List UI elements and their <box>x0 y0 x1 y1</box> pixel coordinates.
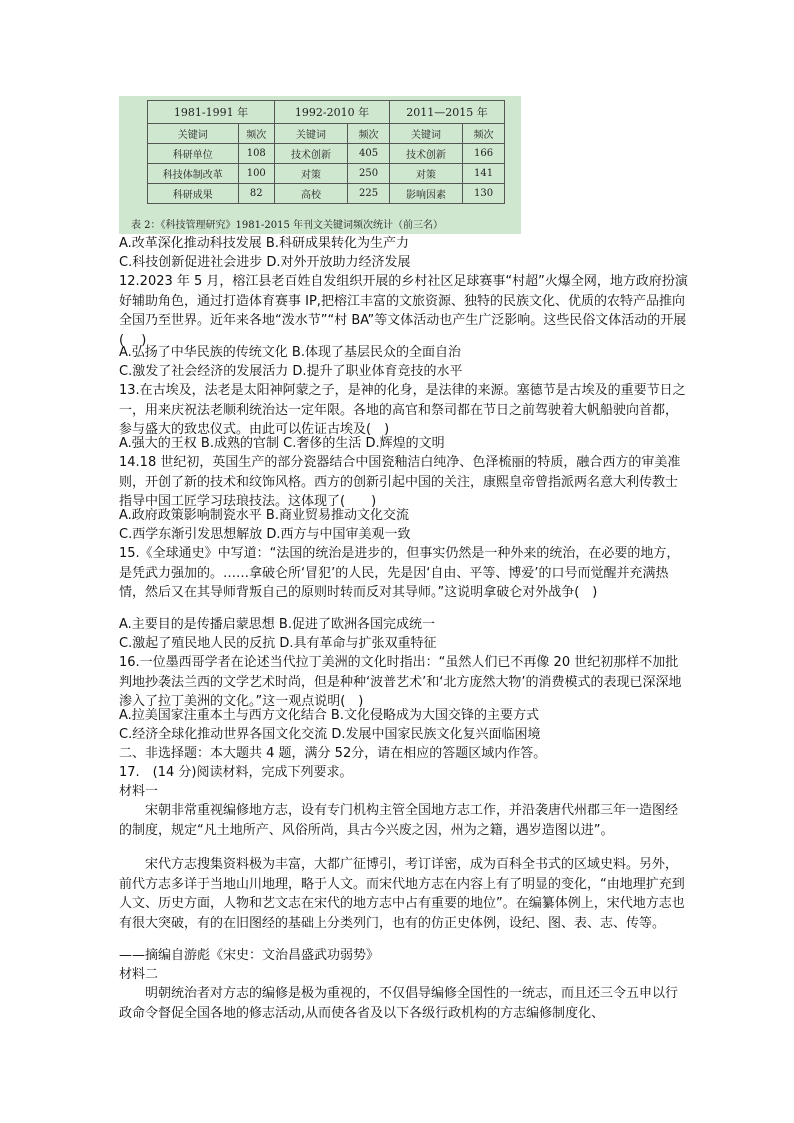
table-cell: 对策 <box>390 164 463 184</box>
q14-options-ab: A.政府政策影响制瓷水平 B.商业贸易推动文化交流 <box>119 508 409 523</box>
keyword-frequency-table-figure <box>119 96 521 234</box>
q11-options-cd: C.科技创新促进社会进步 D.对外开放助力经济发展 <box>119 255 411 270</box>
material-1-paragraph-1: 宋朝非常重视编修地方志，设有专门机构主管全国地方志工作，并沿袭唐代州郡三年一造图经的制度，规定“凡土地所产、风俗所尚，具古今兴废之因，州为之籍，遇岁造图以进”。 <box>119 803 679 838</box>
material-1-title: 材料一 <box>119 784 159 799</box>
q16-options-cd: C.经济全球化推动世界各国文化交流 D.发展中国家民族文化复兴面临困境 <box>119 727 541 742</box>
q13-stem: 13.在古埃及，法老是太阳神阿蒙之子，是神的化身，是法律的来源。塞德节是古埃及的重要节日之一，用来庆祝法老顺利统治达一定年限。各地的高官和祭司都在节日之前驾驶着大帆船驶向首都，参与盛大的致忠仪式。由此可以佐证古埃及( ) <box>119 383 686 437</box>
period-3-header: 2011—2015 年 <box>390 101 505 124</box>
table-header-columns <box>148 124 505 144</box>
table-row <box>148 164 505 184</box>
q17-prompt: 17. (14 分)阅读材料，完成下列要求。 <box>119 765 353 780</box>
table-cell: 科技体制改革 <box>148 164 239 184</box>
material-1-source: ——摘编自游彪《宋史：文治昌盛武功弱势》 <box>119 948 380 963</box>
q15-stem: 15.《全球通史》中写道：“法国的统治是进步的，但事实仍然是一种外来的统治，在必要的地方，是凭武力强加的。……拿破仑所‘冒犯’的人民，先是因‘自由、平等、博爱’的口号而觉醒并充满热情，然后又在其导师背叛自己的原则时转而反对其导师。”这说明拿破仑对外战争( ) <box>119 546 680 600</box>
column-header-keyword: 关键词 <box>390 124 463 144</box>
q16-options-ab: A.拉美国家注重本土与西方文化结合 B.文化侵略成为大国交锋的主要方式 <box>119 708 539 723</box>
table-cell: 130 <box>463 184 505 204</box>
table-cell: 对策 <box>275 164 348 184</box>
period-1-header: 1981-1991 年 <box>148 101 275 124</box>
table-cell: 科研单位 <box>148 144 239 164</box>
column-header-frequency: 频次 <box>463 124 505 144</box>
column-header-keyword: 关键词 <box>148 124 239 144</box>
period-2-header: 1992-2010 年 <box>275 101 390 124</box>
table-cell: 225 <box>348 184 390 204</box>
table-caption: 表 2：《科技管理研究》1981-2015 年刊文关键词频次统计（前三名） <box>131 220 443 231</box>
q11-options-ab: A.改革深化推动科技发展 B.科研成果转化为生产力 <box>119 236 409 251</box>
q12-options-cd: C.激发了社会经济的发展活力 D.提升了职业体育竞技的水平 <box>119 364 463 379</box>
keyword-frequency-table <box>147 100 505 204</box>
table-cell: 技术创新 <box>390 144 463 164</box>
material-1-paragraph-2: 宋代方志搜集资料极为丰富，大都广征博引，考订详密，成为百科全书式的区域史料。另外，前代方志多详于当地山川地理，略于人文。而宋代地方志在内容上有了明显的变化，“由地理扩充到人文、历史方面，人物和艺文志在宋代的地方志中占有重要的地位”。在编纂体例上，宋代地方志也有很大突破，有的在旧图经的基础上分类列门，也有的仿正史体例，设纪、图、表、志、传等。 <box>119 857 685 931</box>
q14-options-cd: C.西学东渐引发思想解放 D.西方与中国审美观一致 <box>119 527 411 542</box>
table-cell: 技术创新 <box>275 144 348 164</box>
q15-options-ab: A.主要目的是传播启蒙思想 B.促进了欧洲各国完成统一 <box>119 617 435 632</box>
table-cell: 166 <box>463 144 505 164</box>
table-cell: 100 <box>238 164 274 184</box>
q15-options-cd: C.激起了殖民地人民的反抗 D.具有革命与扩张双重特征 <box>119 636 437 651</box>
q12-options-ab: A.弘扬了中华民族的传统文化 B.体现了基层民众的全面自治 <box>119 345 461 360</box>
column-header-frequency: 频次 <box>238 124 274 144</box>
table-cell: 影响因素 <box>390 184 463 204</box>
q12-stem: 12.2023 年 5 月，榕江县老百姓自发组织开展的乡村社区足球赛事“村超”火爆全网，地方政府扮演好辅助角色，通过打造体育赛事 IP,把榕江丰富的文旅资源、独特的民族文化、优质的农特产品推向全国乃至世界。近年来各地“泼水节”“村 BA”等文体活动也产生广泛影响。这些民俗文体活动的开展( ) <box>119 274 688 348</box>
column-header-keyword: 关键词 <box>275 124 348 144</box>
table-header-periods <box>148 101 505 124</box>
q14-stem: 14.18 世纪初，英国生产的部分瓷器结合中国瓷釉洁白纯净、色泽梳丽的特质，融合西方的审美准则，开创了新的技术和纹饰风格。西方的创新引起中国的关注，康熙皇帝曾指派两名意大利传教士指导中国工匠学习珐琅技法。这体现了( ) <box>119 455 681 509</box>
table-row <box>148 144 505 164</box>
table-cell: 141 <box>463 164 505 184</box>
section-2-heading: 二、非选择题：本大题共 4 题，满分 52分，请在相应的答题区域内作答。 <box>119 746 547 761</box>
q13-options: A.强大的王权 B.成熟的官制 C.奢侈的生活 D.辉煌的文明 <box>119 436 445 451</box>
table-cell: 科研成果 <box>148 184 239 204</box>
table-cell: 108 <box>238 144 274 164</box>
table-row <box>148 184 505 204</box>
table-cell: 250 <box>348 164 390 184</box>
table-cell: 高校 <box>275 184 348 204</box>
column-header-frequency: 频次 <box>348 124 390 144</box>
q16-stem: 16.一位墨西哥学者在论述当代拉丁美洲的文化时指出：“虽然人们已不再像 20 世纪初那样不加批判地抄袭法兰西的文学艺术时尚，但是种种‘波普艺术’和‘北方庞然大物’的消费模式的表现已深深地渗入了拉丁美洲的文化。”这一观点说明( ) <box>119 655 682 709</box>
table-cell: 405 <box>348 144 390 164</box>
material-2-paragraph-1: 明朝统治者对方志的编修是极为重视的，不仅倡导编修全国性的一统志，而且还三令五申以行政命令督促全国各地的修志活动,从而使各省及以下各级行政机构的方志编修制度化、 <box>119 986 679 1021</box>
table-cell: 82 <box>238 184 274 204</box>
material-2-title: 材料二 <box>119 967 159 982</box>
